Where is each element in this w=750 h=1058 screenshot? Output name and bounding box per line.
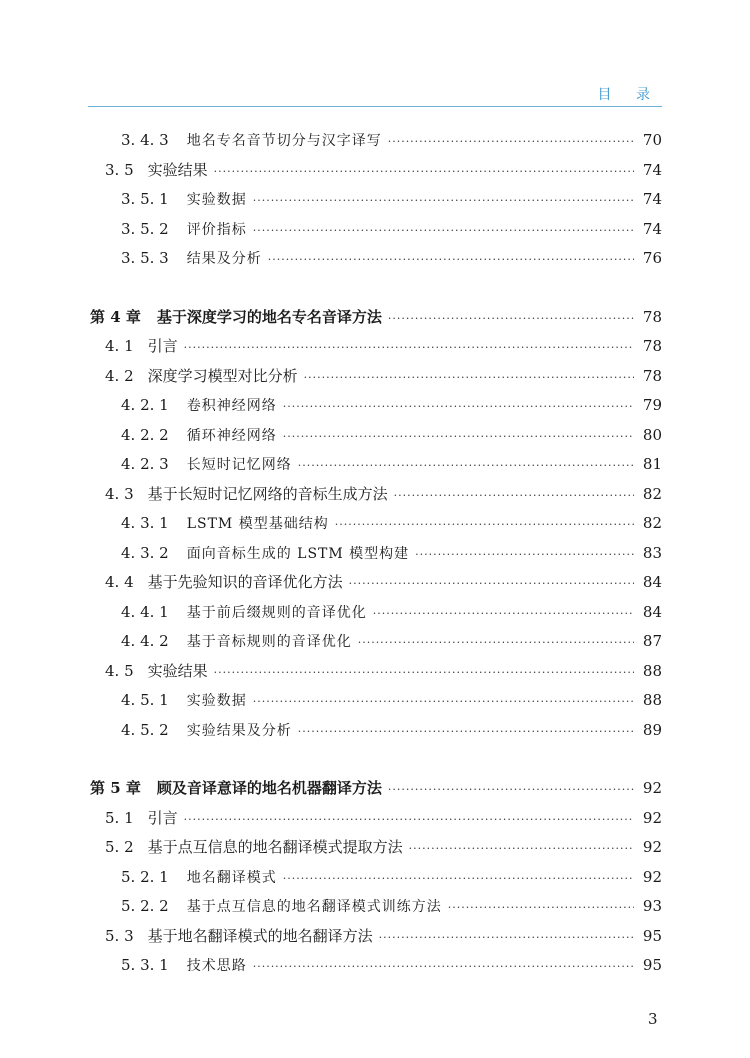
toc-entry-page: 70 — [642, 131, 662, 149]
toc-entry-page: 74 — [642, 190, 662, 208]
toc-entry-title: 基于点互信息的地名翻译模式提取方法 — [147, 838, 403, 856]
toc-entry-number: 4. 3 — [105, 484, 134, 503]
toc-entry-title: 地名翻译模式 — [186, 869, 277, 886]
toc-entry-title: 技术思路 — [186, 958, 247, 974]
toc-entry-title: 顾及音译意译的地名机器翻译方法 — [156, 779, 382, 797]
toc-dot-leader — [335, 510, 634, 538]
toc-entry-number: 3. 4. 3 — [121, 131, 169, 149]
toc-entry-title: LSTM 模型基础结构 — [186, 516, 329, 532]
toc-dot-leader — [394, 481, 634, 509]
toc-dot-leader — [298, 451, 634, 479]
toc-entry-title: 地名专名音节切分与汉字译写 — [186, 133, 382, 149]
toc-entry-number: 4. 2 — [105, 366, 134, 385]
toc-entry-title: 实验结果及分析 — [186, 722, 292, 739]
toc-entry-title: 基于前后缀规则的音译优化 — [186, 604, 367, 621]
toc-entry-page: 95 — [642, 956, 662, 974]
toc-dot-leader — [349, 569, 634, 597]
toc-subsection-entry[interactable] — [121, 597, 662, 627]
toc-entry-number: 5. 2. 2 — [121, 897, 169, 915]
toc-subsection-entry[interactable] — [121, 420, 662, 450]
toc-entry-page: 88 — [642, 661, 662, 680]
toc-dot-leader — [184, 333, 634, 361]
toc-dot-leader — [358, 628, 634, 656]
toc-entry-number: 5. 3. 1 — [121, 956, 169, 974]
toc-dot-leader — [283, 392, 634, 420]
toc-entry-title: 基于深度学习的地名专名音译方法 — [156, 307, 382, 326]
toc-subsection-entry[interactable] — [121, 125, 662, 155]
toc-entry-number: 4. 5. 2 — [121, 720, 169, 739]
toc-entry-number: 第 5 章 — [90, 779, 141, 797]
toc-entry-title: 实验结果 — [147, 661, 208, 680]
page-number: 3 — [648, 1010, 658, 1028]
toc-dot-leader — [253, 687, 634, 715]
toc-subsection-entry[interactable] — [121, 214, 662, 244]
toc-section-entry[interactable] — [105, 803, 662, 833]
toc-dot-leader — [379, 923, 634, 951]
toc-dot-leader — [388, 775, 634, 803]
toc-subsection-entry[interactable] — [121, 626, 662, 656]
toc-section-entry[interactable] — [105, 155, 662, 185]
toc-section-entry[interactable] — [105, 921, 662, 951]
toc-dot-leader — [448, 893, 634, 921]
toc-entry-page: 95 — [642, 926, 662, 945]
toc-dot-leader — [388, 127, 634, 155]
toc-subsection-entry[interactable] — [121, 685, 662, 715]
toc-entry-page: 92 — [642, 867, 662, 886]
toc-entry-number: 4. 5. 1 — [121, 691, 169, 709]
toc-entry-number: 4. 2. 2 — [121, 425, 169, 444]
toc-entry-number: 4. 2. 1 — [121, 396, 169, 414]
toc-entry-title: 实验数据 — [186, 693, 247, 709]
toc-entry-title: 基于点互信息的地名翻译模式训练方法 — [186, 899, 442, 915]
toc-dot-leader — [214, 157, 634, 185]
toc-entry-number: 4. 3. 2 — [121, 543, 169, 562]
toc-entry-title: 评价指标 — [186, 221, 247, 238]
toc-entry-number: 5. 1 — [105, 808, 134, 827]
toc-subsection-entry[interactable] — [121, 950, 662, 980]
toc-entry-number: 5. 2 — [105, 838, 134, 856]
toc-entry-number: 4. 4. 1 — [121, 602, 169, 621]
toc-entry-page: 76 — [642, 249, 662, 267]
toc-entry-page: 83 — [642, 543, 662, 562]
toc-entry-title: 引言 — [147, 337, 178, 355]
toc-entry-number: 4. 3. 1 — [121, 514, 169, 532]
toc-entry-page: 84 — [642, 573, 662, 591]
toc-subsection-entry[interactable] — [121, 184, 662, 214]
toc-entry-page: 82 — [642, 484, 662, 503]
toc-dot-leader — [298, 717, 634, 745]
toc-entry-number: 4. 1 — [105, 337, 134, 355]
toc-entry-page: 78 — [642, 366, 662, 385]
toc-dot-leader — [253, 952, 634, 980]
toc-entry-page: 82 — [642, 514, 662, 532]
toc-entry-page: 78 — [642, 337, 662, 355]
toc-entry-number: 4. 2. 3 — [121, 455, 169, 473]
toc-entry-page: 81 — [642, 455, 662, 473]
toc-dot-leader — [388, 304, 634, 332]
toc-dot-leader — [373, 599, 634, 627]
toc-section-entry[interactable] — [105, 479, 662, 509]
toc-entry-number: 4. 4. 2 — [121, 632, 169, 650]
toc-entry-title: 长短时记忆网络 — [186, 457, 292, 473]
toc-entry-page: 74 — [642, 160, 662, 179]
toc-entry-page: 93 — [642, 897, 662, 915]
toc-entry-title: 基于先验知识的音译优化方法 — [147, 573, 343, 591]
toc-entry-number: 4. 5 — [105, 661, 134, 680]
toc-entry-title: 结果及分析 — [186, 251, 262, 267]
toc-subsection-entry[interactable] — [121, 891, 662, 921]
toc-section-entry[interactable] — [105, 331, 662, 361]
toc-subsection-entry[interactable] — [121, 390, 662, 420]
toc-entry-title: 深度学习模型对比分析 — [147, 366, 298, 385]
toc-dot-leader — [253, 216, 634, 244]
toc-entry-title: 基于长短时记忆网络的音标生成方法 — [147, 484, 388, 503]
toc-entry-page: 87 — [642, 632, 662, 650]
toc-entry-page: 79 — [642, 396, 662, 414]
toc-entry-number: 4. 4 — [105, 573, 134, 591]
toc-entry-title: 基于音标规则的音译优化 — [186, 634, 352, 650]
toc-entry-number: 5. 2. 1 — [121, 867, 169, 886]
toc-dot-leader — [184, 805, 634, 833]
toc-entry-page: 88 — [642, 691, 662, 709]
toc-entry-number: 第 4 章 — [90, 307, 141, 326]
toc-entry-title: 引言 — [147, 808, 178, 827]
toc-dot-leader — [409, 834, 634, 862]
toc-entry-title: 循环神经网络 — [186, 427, 277, 444]
toc-entry-page: 74 — [642, 219, 662, 238]
toc-subsection-entry[interactable] — [121, 715, 662, 745]
toc-dot-leader — [268, 245, 634, 273]
toc-entry-number: 3. 5. 1 — [121, 190, 169, 208]
toc-entry-title: 卷积神经网络 — [186, 398, 277, 414]
toc-chapter-entry[interactable] — [90, 773, 662, 803]
header-title: 目 录 — [597, 87, 660, 103]
toc-entry-number: 3. 5 — [105, 160, 134, 179]
toc-dot-leader — [253, 186, 634, 214]
toc-dot-leader — [283, 422, 634, 450]
toc-dot-leader — [304, 363, 634, 391]
toc-entry-title: 实验结果 — [147, 160, 208, 179]
toc-entry-page: 89 — [642, 720, 662, 739]
toc-dot-leader — [415, 540, 634, 568]
toc-entry-page: 92 — [642, 779, 662, 797]
toc-section-entry[interactable] — [105, 832, 662, 862]
toc-entry-page: 92 — [642, 838, 662, 856]
toc-chapter-entry[interactable] — [90, 302, 662, 332]
toc-dot-leader — [214, 658, 634, 686]
toc-entry-title: 面向音标生成的 LSTM 模型构建 — [186, 545, 410, 562]
toc-subsection-entry[interactable] — [121, 449, 662, 479]
toc-entry-page: 92 — [642, 808, 662, 827]
toc-entry-title: 实验数据 — [186, 192, 247, 208]
toc-section-entry[interactable] — [105, 656, 662, 686]
toc-section-entry[interactable] — [105, 361, 662, 391]
toc-section-entry[interactable] — [105, 567, 662, 597]
toc-entry-number: 3. 5. 2 — [121, 219, 169, 238]
toc-entry-title: 基于地名翻译模式的地名翻译方法 — [147, 926, 373, 945]
toc-entry-number: 5. 3 — [105, 926, 134, 945]
toc-entry-number: 3. 5. 3 — [121, 249, 169, 267]
toc-entry-page: 84 — [642, 602, 662, 621]
toc-entry-page: 78 — [642, 307, 662, 326]
toc-subsection-entry[interactable] — [121, 538, 662, 568]
toc-subsection-entry[interactable] — [121, 243, 662, 273]
toc-subsection-entry[interactable] — [121, 862, 662, 892]
toc-dot-leader — [283, 864, 634, 892]
toc-entry-page: 80 — [642, 425, 662, 444]
running-header — [88, 80, 662, 107]
toc-subsection-entry[interactable] — [121, 508, 662, 538]
